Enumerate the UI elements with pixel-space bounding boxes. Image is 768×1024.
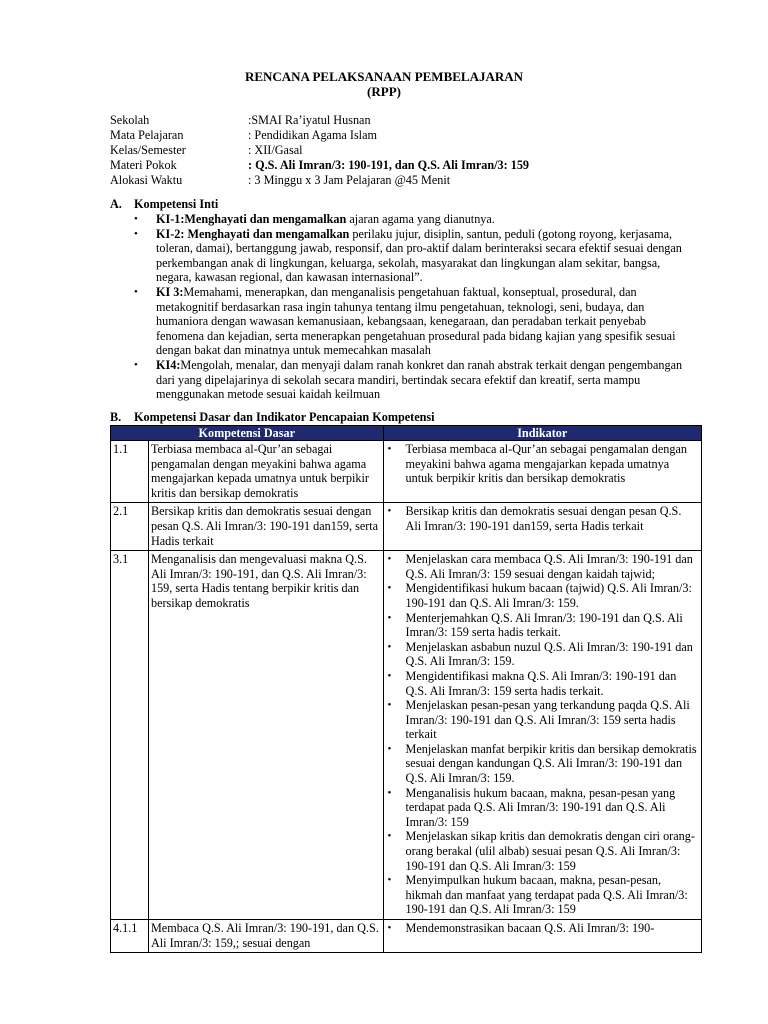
indicator-text: Mengidentifikasi makna Q.S. Ali Imran/3: 190-191 dan Q.S. Ali Imran/3: 159 serta hadis terkait.: [405, 668, 677, 698]
identity-row: [110, 158, 670, 173]
identity-label: Sekolah: [110, 113, 150, 127]
indicator-text: Bersikap kritis dan demokratis sesuai dengan pesan Q.S. Ali Imran/3: 190-191 dan159, serta Hadis terkait: [405, 504, 682, 533]
bullet-icon: •: [387, 922, 392, 934]
indicator-item: [386, 829, 699, 873]
bullet-icon: •: [387, 443, 392, 455]
table-row: [111, 551, 702, 920]
table-header-row: [111, 426, 702, 441]
kd-text: Bersikap kritis dan demokratis sesuai dengan pesan Q.S. Ali Imran/3: 190-191 dan159, serta Hadis terkait: [148, 503, 383, 551]
section-a-heading: [110, 197, 218, 212]
section-letter: B.: [110, 410, 122, 424]
ki-lead: KI-2: Menghayati dan mengamalkan: [156, 226, 350, 241]
indicator-item: [386, 611, 699, 640]
table-row: [111, 441, 702, 503]
indicator-text: Menjelaskan pesan-pesan yang terkandung paqda Q.S. Ali Imran/3: 190-191 dan Q.S. Ali Imran/3: 159 serta hadis terkait: [405, 698, 690, 742]
indicator-cell: [383, 441, 701, 503]
table-row: [111, 503, 702, 551]
kd-text: Menganalisis dan mengevaluasi makna Q.S. Ali Imran/3: 190-191, dan Q.S. Ali Imran/3: 159, serta Hadis tentang berpikir kritis dan bersikap demokratis: [148, 551, 383, 920]
indicator-text: Terbiasa membaca al-Qur’an sebagai pengamalan dengan meyakini bahwa agama mengajarkan kepada umatnya untuk berpikir kritis dan bersikap demokratis: [405, 442, 687, 486]
bullet-icon: •: [134, 358, 138, 371]
ki-lead: KI-1:Menghayati dan mengamalkan: [156, 212, 347, 226]
section-title: Kompetensi Dasar dan Indikator Pencapaian Kompetensi: [134, 410, 435, 424]
column-header-indikator: Indikator: [383, 426, 701, 441]
indicator-cell: [383, 503, 701, 551]
indicator-item: [386, 552, 699, 581]
ki-text: perilaku jujur, disiplin, santun, peduli (gotong royong, kerjasama, toleran, damai), bertanggung jawab, responsif, dan pro-aktif dalam berinteraksi secara efektif sesuai dengan perkembangan anak di lingkungan, keluarga, sekolah, masyarakat dan lingkungan alam sekitar, bangsa, negara, kawasan regional, dan kawasan internasional”.: [156, 226, 682, 285]
indicator-item: [386, 921, 699, 936]
indicator-item: [386, 742, 699, 786]
indicator-text: Mengidentifikasi hukum bacaan (tajwid) Q.S. Ali Imran/3: 190-191 dan Q.S. Ali Imran/3: 159.: [405, 581, 692, 610]
identity-value: : Pendidikan Agama Islam: [248, 128, 377, 142]
bullet-icon: •: [387, 699, 392, 712]
bullet-icon: •: [387, 786, 392, 799]
bullet-icon: •: [387, 640, 392, 653]
identity-value: : 3 Minggu x 3 Jam Pelajaran @45 Menit: [248, 173, 451, 187]
identity-block: [110, 113, 670, 188]
bullet-icon: •: [134, 285, 138, 298]
indicator-item: [386, 504, 699, 533]
indicator-cell: [383, 551, 701, 920]
identity-label: Kelas/Semester: [110, 143, 186, 157]
bullet-icon: •: [134, 227, 138, 240]
kd-number: 4.1.1: [111, 920, 149, 953]
indicator-text: Menjelaskan manfat berpikir kritis dan bersikap demokratis sesuai dengan kandungan Q.S. Ali Imran/3: 190-191 dan Q.S. Ali Imran/3: 159.: [405, 741, 697, 786]
bullet-icon: •: [387, 505, 392, 518]
identity-row: [110, 173, 670, 188]
indicator-cell: [383, 920, 701, 953]
indicator-text: Menterjemahkan Q.S. Ali Imran/3: 190-191 dan Q.S. Ali Imran/3: 159 serta hadis terkait.: [405, 610, 683, 640]
indicator-item: [386, 698, 699, 742]
document-subtitle: (RPP): [367, 84, 401, 99]
indicator-item: [386, 581, 699, 610]
identity-label: Mata Pelajaran: [110, 128, 184, 142]
list-item: [130, 212, 695, 227]
list-item: [130, 285, 695, 358]
kd-text: Terbiasa membaca al-Qur’an sebagai pengamalan dengan meyakini bahwa agama mengajarkan kepada umatnya untuk berpikir kritis dan bersikap demokratis: [148, 441, 383, 503]
ki-lead: KI4:: [156, 357, 181, 372]
table-row: [111, 920, 702, 953]
identity-value: : XII/Gasal: [248, 143, 303, 157]
bullet-icon: •: [387, 742, 392, 755]
identity-value: :SMAI Ra’iyatul Husnan: [248, 113, 371, 127]
indicator-text: Menyimpulkan hukum bacaan, makna, pesan-pesan, hikmah dan manfaat yang terdapat pada Q.S. Ali Imran/3: 190-191 dan Q.S. Ali Imran/3: 159: [405, 873, 688, 917]
document-title: RENCANA PELAKSANAAN PEMBELAJARAN: [244, 69, 524, 84]
identity-value: : Q.S. Ali Imran/3: 190-191, dan Q.S. Ali Imran/3: 159: [248, 158, 530, 172]
indicator-text: Menganalisis hukum bacaan, makna, pesan-pesan yang terdapat pada Q.S. Ali Imran/3: 190-191 dan Q.S. Ali Imran/3: 159: [405, 785, 676, 829]
ki-text: ajaran agama yang dianutnya.: [346, 212, 495, 226]
bullet-icon: •: [387, 553, 392, 566]
indicator-text: Menjelaskan asbabun nuzul Q.S. Ali Imran/3: 190-191 dan Q.S. Ali Imran/3: 159.: [405, 639, 693, 669]
identity-row: [110, 143, 670, 158]
kd-number: 1.1: [111, 441, 149, 503]
bullet-icon: •: [387, 830, 392, 843]
identity-label: Alokasi Waktu: [110, 173, 183, 187]
indicator-item: [386, 669, 699, 698]
identity-row: [110, 128, 670, 143]
ki-text: Memahami, menerapkan, dan menganalisis pengetahuan faktual, konseptual, prosedural, dan metakognitif berdasarkan rasa ingin tahunya tentang ilmu pengetahuan, teknologi, seni, budaya, dan humaniora dengan wawasan kemanusiaan, kebangsaan, kenegaraan, dan peradaban terkait penyebab fenomena dan kejadian, serta menerapkan pengetahuan prosedural pada bidang kajian yang spesifik sesuai dengan bakat dan minatnya untuk memecahkan masalah: [156, 284, 676, 358]
section-b-heading: [110, 410, 435, 425]
column-header-kompetensi-dasar: Kompetensi Dasar: [111, 426, 384, 441]
kd-number: 3.1: [111, 551, 149, 920]
bullet-icon: •: [387, 582, 392, 595]
competency-table: [110, 425, 702, 953]
bullet-icon: •: [387, 874, 392, 887]
section-letter: A.: [110, 197, 122, 211]
identity-label: Materi Pokok: [110, 158, 177, 172]
ki-lead: KI 3:: [156, 284, 184, 299]
kompetensi-inti-list: [130, 212, 695, 402]
bullet-icon: •: [134, 213, 138, 225]
indicator-item: [386, 873, 699, 917]
bullet-icon: •: [387, 669, 392, 682]
section-title: Kompetensi Inti: [134, 197, 219, 211]
list-item: [130, 227, 695, 285]
identity-row: [110, 113, 670, 128]
indicator-text: Mendemonstrasikan bacaan Q.S. Ali Imran/3: 190-: [405, 921, 655, 935]
indicator-item: [386, 640, 699, 669]
indicator-text: Menjelaskan sikap kritis dan demokratis dengan ciri orang-orang berakal (ulil albab) sesuai pesan Q.S. Ali Imran/3: 190-191 dan Q.S. Ali Imran/3: 159: [405, 829, 695, 873]
kd-number: 2.1: [111, 503, 149, 551]
bullet-icon: •: [387, 611, 392, 624]
ki-text: Mengolah, menalar, dan menyaji dalam ranah konkret dan ranah abstrak terkait dengan pengembangan dari yang dipelajarinya di sekolah secara mandiri, bertindak secara efektif dan kreatif, serta mampu menggunakan metode sesuai kaidah keilmuan: [156, 357, 683, 402]
list-item: [130, 358, 695, 402]
kd-text: Membaca Q.S. Ali Imran/3: 190-191, dan Q.S. Ali Imran/3: 159,; sesuai dengan: [148, 920, 383, 953]
indicator-item: [386, 786, 699, 830]
indicator-text: Menjelaskan cara membaca Q.S. Ali Imran/3: 190-191 dan Q.S. Ali Imran/3: 159 sesuai dengan kaidah tajwid;: [405, 552, 693, 581]
indicator-item: [386, 442, 699, 486]
